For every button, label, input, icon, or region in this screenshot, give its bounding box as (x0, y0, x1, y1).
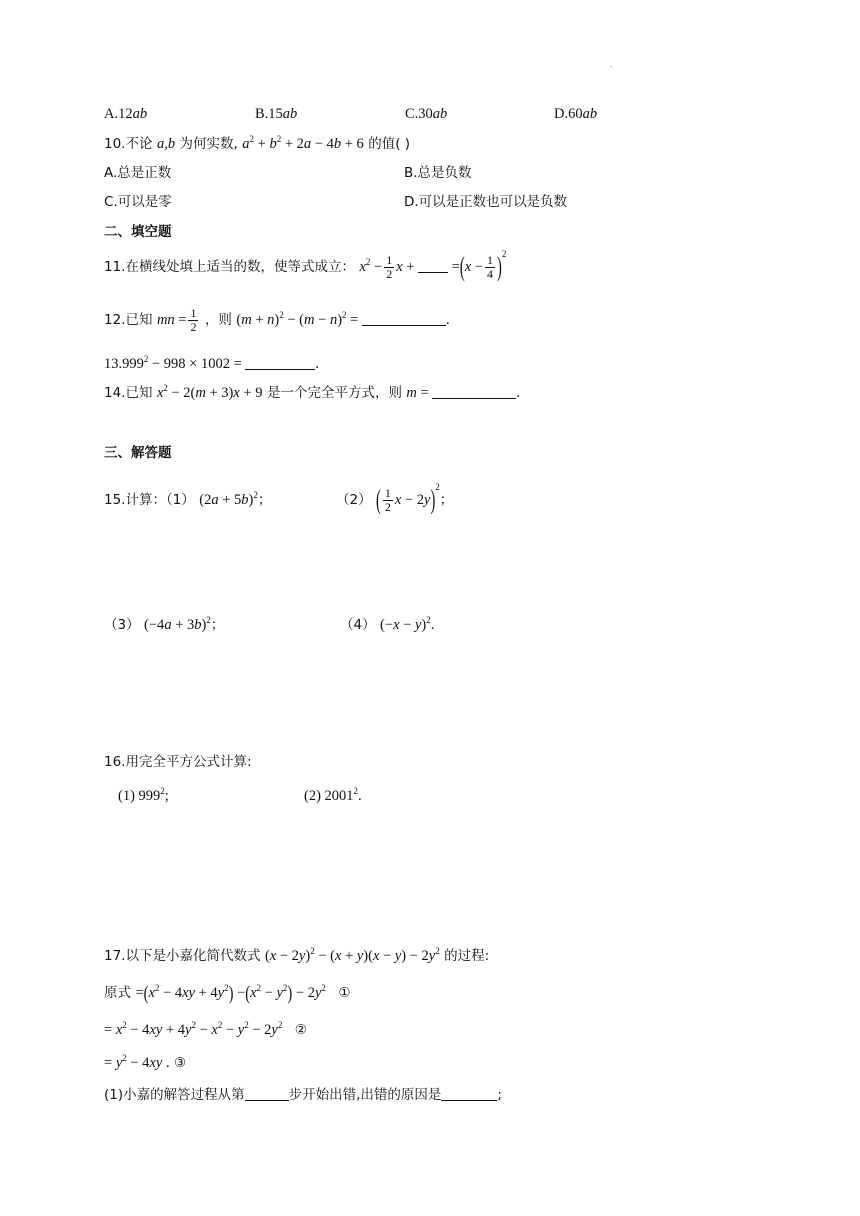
q17-step-1: 原式 $=(x^2 - 4xy + 4y^2) -(x^2 - y^2) - 2y^2$ ① (104, 982, 351, 1005)
q9-option-a: A.12ab (104, 106, 148, 122)
question-15-part-3: （3） $(-4a + 3b)^2$； (104, 615, 225, 633)
q9-option-c: C.30ab (405, 106, 448, 122)
q17-step-3: = $y^2 - 4xy$ . ③ (104, 1053, 187, 1071)
question-11: 11.在横线处填上适当的数，使等式成立： $x^2$ − $\frac{1}{2}$ x + =(x − $\frac{1}{4}$ )$^2$ (104, 249, 507, 283)
section-fill-blank-title: 二、填空题 (104, 224, 172, 240)
q10-option-b: B.总是负数 (404, 165, 472, 181)
q10-option-c: C.可以是零 (104, 194, 172, 210)
section-solve-title: 三、解答题 (104, 445, 172, 461)
page-mark: . (610, 60, 613, 69)
q9-option-b: B.15ab (255, 106, 298, 122)
question-16: 16.用完全平方公式计算: (104, 754, 252, 770)
q17-step-2: = $x^2 - 4xy + 4y^2 - x^2 - y^2 - 2y^2$ ② (104, 1020, 307, 1038)
question-16-part-1: (1) $999^2$; (118, 786, 169, 804)
q9-option-d: D.60ab (554, 106, 598, 122)
q17-subquestion-1: (1)小嘉的解答过程从第 步开始出错,出错的原因是 ; (104, 1087, 502, 1103)
q10-option-a: A.总是正数 (104, 165, 172, 181)
question-15-part-4: （4） $(-x - y)^2$. (340, 615, 435, 633)
question-14: 14.已知 $x^2 - 2(m + 3)x + 9$ 是一个完全平方式，则 m = . (104, 383, 520, 401)
question-16-part-2: (2) 2001$^2$. (304, 786, 362, 804)
question-10: 10.不论 a,b 为何实数, $a^2 + b^2 + 2a - 4b + 6$ 的值( ) (104, 134, 411, 152)
question-17: 17.以下是小嘉化简代数式 $(x - 2y)^2 - (x + y)(x - y) - 2y^2$ 的过程: (104, 946, 490, 964)
q10-option-d: D.可以是正数也可以是负数 (404, 194, 568, 210)
question-15: 15.计算：（1） $(2a + 5b)^2$； (104, 490, 272, 508)
question-15-part-2: （2） ( $\frac{1}{2}$ x − 2y)$^2$； (336, 482, 454, 516)
question-12: 12.已知 mn = $\frac{1}{2}$ ，则 $(m + n)^2 - (m - n)^2$ = . (104, 306, 450, 335)
question-13: $13.999^2 - 998 \times 1002$ = . (104, 354, 320, 372)
